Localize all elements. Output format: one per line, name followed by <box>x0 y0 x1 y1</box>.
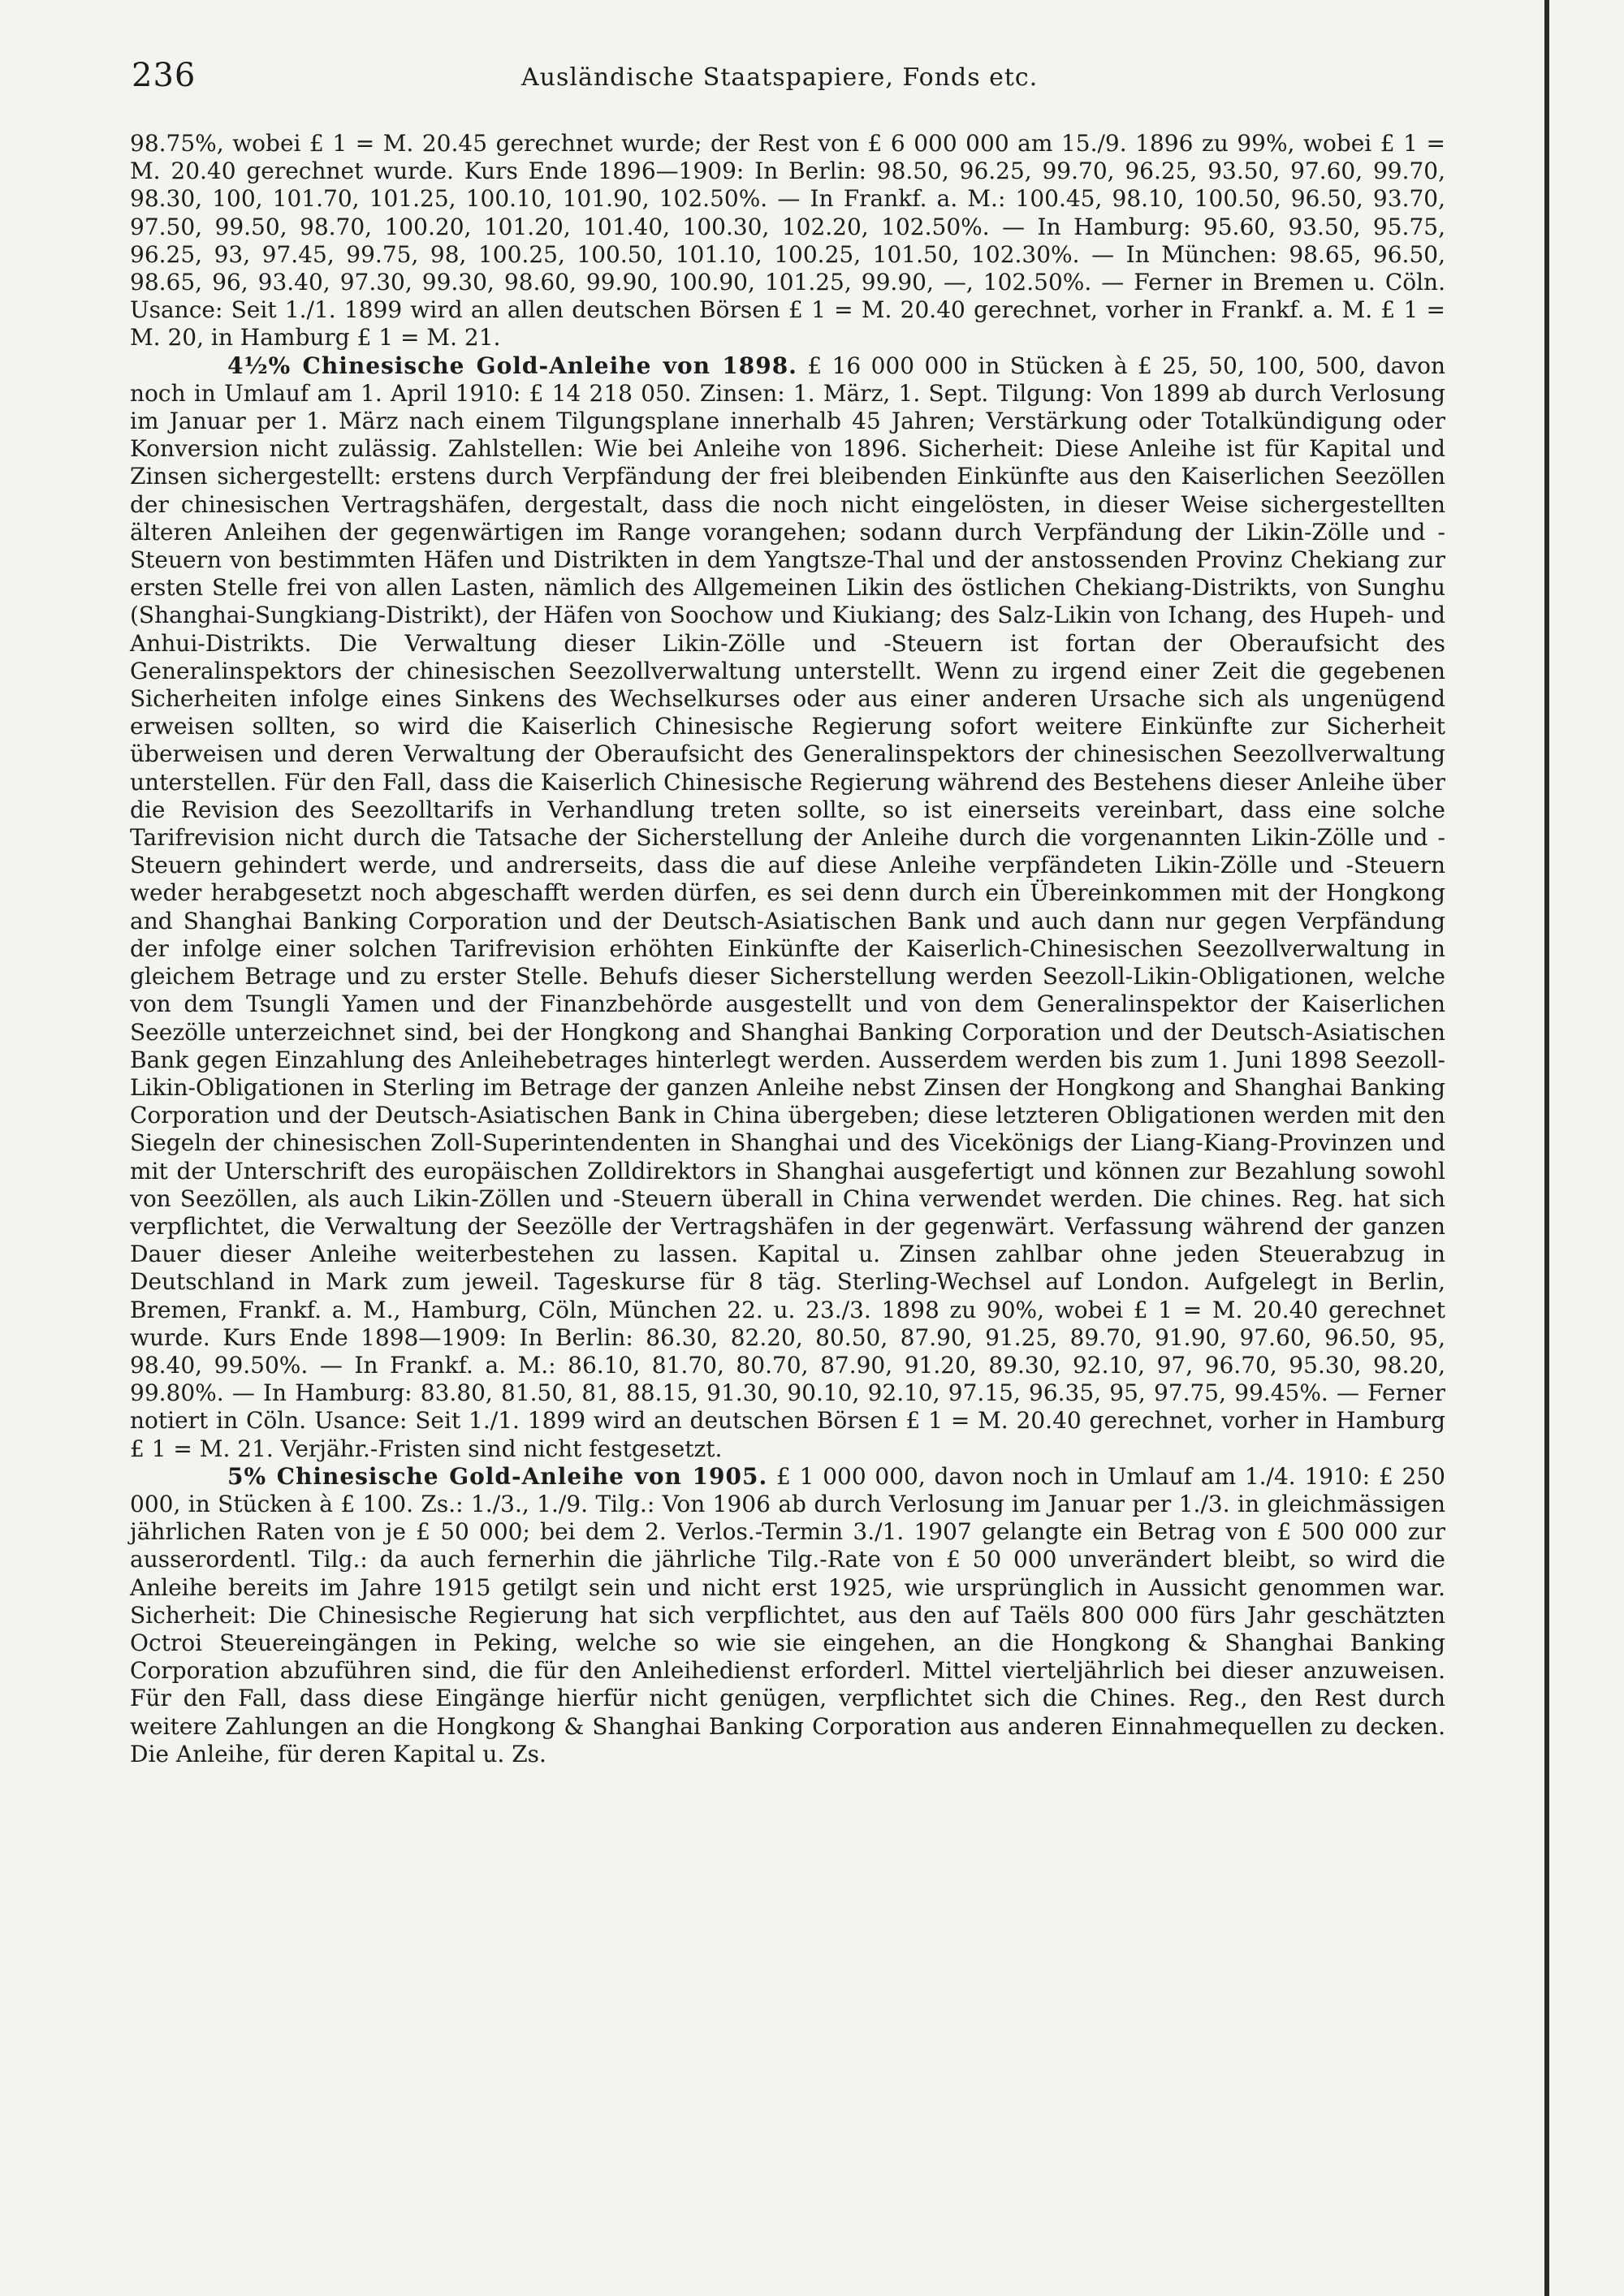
section-heading-loan-1905: 5% Chinesische Gold-Anleihe von 1905. <box>227 1462 768 1490</box>
page-body <box>130 130 1445 1768</box>
paragraph-text: £ 16 000 000 in Stücken à £ 25, 50, 100, 500, davon noch in Umlauf am 1. April 1910: £ 14 218 050. Zinsen: 1. März, 1. Sept. Tilgung: Von 1899 ab durch Verlosung im Januar per 1. März nach einem Tilgungsplane innerhalb 45 Jahren; Verstärkung oder Totalkündigung oder Konversion nicht zulässig. Zahlstellen: Wie bei Anleihe von 1896. Sicherheit: Diese Anleihe ist für Kapital und Zinsen sichergestellt: erstens durch Verpfändung der frei bleibenden Einkünfte aus den Kaiserlichen Seezöllen der chinesischen Vertragshäfen, dergestalt, dass die noch nicht eingelösten, in dieser Weise sichergestellten älteren Anleihen der gegenwärtigen im Range vorangehen; sodann durch Verpfändung der Likin-Zölle und -Steuern von bestimmten Häfen und Distrikten in dem Yangtsze-Thal und der anstossenden Provinz Chekiang zur ersten Stelle frei von allen Lasten, nämlich des Allgemeinen Likin des östlichen Chekiang-Distrikts, von Sunghu (Shanghai-Sungkiang-Distrikt), der Häfen von Soochow und Kiukiang; des Salz-Likin von Ichang, des Hupeh- und Anhui-Distrikts. Die Verwaltung dieser Likin-Zölle und -Steuern ist fortan der Oberaufsicht des Generalinspektors der chinesischen Seezollverwaltung unterstellt. Wenn zu irgend einer Zeit die gegebenen Sicherheiten infolge eines Sinkens des Wechselkurses oder aus einer anderen Ursache sich als ungenügend erweisen sollten, so wird die Kaiserlich Chinesische Regierung sofort weitere Einkünfte zur Sicherheit überweisen und deren Verwaltung der Oberaufsicht des Generalinspektors der chinesischen Seezollverwaltung unterstellen. Für den Fall, dass die Kaiserlich Chinesische Regierung während des Bestehens dieser Anleihe über die Revision des Seezolltarifs in Verhandlung treten sollte, so ist einerseits vereinbart, dass eine solche Tarifrevision nicht durch die Tatsache der Sicherstellung der Anleihe durch die vorgenannten Likin-Zölle und -Steuern gehindert werde, und andrerseits, dass die auf diese Anleihe verpfändeten Likin-Zölle und -Steuern weder herabgesetzt noch abgeschafft werden dürfen, es sei denn durch ein Übereinkommen mit der Hongkong and Shanghai Banking Corporation und der Deutsch-Asiatischen Bank und auch dann nur gegen Verpfändung der infolge einer solchen Tarifrevision erhöhten Einkünfte der Kaiserlich-Chinesischen Seezollverwaltung in gleichem Betrage und zu erster Stelle. Behufs dieser Sicherstellung werden Seezoll-Likin-Obligationen, welche von dem Tsungli Yamen und der Finanzbehörde ausgestellt und von dem Generalinspektor der Kaiserlichen Seezölle unterzeichnet sind, bei der Hongkong and Shanghai Banking Corporation und der Deutsch-Asiatischen Bank gegen Einzahlung des Anleihebetrages hinterlegt werden. Ausserdem werden bis zum 1. Juni 1898 Seezoll-Likin-Obligationen in Sterling im Betrage der ganzen Anleihe nebst Zinsen der Hongkong and Shanghai Banking Corporation und der Deutsch-Asiatischen Bank in China übergeben; diese letzteren Obligationen werden mit den Siegeln der chinesischen Zoll-Superintendenten in Shanghai und des Vicekönigs der Liang-Kiang-Provinzen und mit der Unterschrift des europäischen Zolldirektors in Shanghai ausgefertigt und können zur Bezahlung sowohl von Seezöllen, als auch Likin-Zöllen und -Steuern überall in China verwendet werden. Die chines. Reg. hat sich verpflichtet, die Verwaltung der Seezölle der Vertragshäfen in der gegenwärt. Verfassung während der ganzen Dauer dieser Anleihe weiterbestehen zu lassen. Kapital u. Zinsen zahlbar ohne jeden Steuerabzug in Deutschland in Mark zum jeweil. Tageskurse für 8 täg. Sterling-Wechsel auf London. Aufgelegt in Berlin, Bremen, Frankf. a. M., Hamburg, Cöln, München 22. u. 23./3. 1898 zu 90%, wobei £ 1 = M. 20.40 gerechnet wurde. Kurs Ende 1898—1909: In Berlin: 86.30, 82.20, 80.50, 87.90, 91.25, 89.70, 91.90, 97.60, 96.50, 95, 98.40, 99.50%. — In Frankf. a. M.: 86.10, 81.70, 80.70, 87.90, 91.20, 89.30, 92.10, 97, 96.70, 95.30, 98.20, 99.80%. — In Hamburg: 83.80, 81.50, 81, 88.15, 91.30, 90.10, 92.10, 97.15, 96.35, 95, 97.75, 99.45%. — Ferner notiert in Cöln. Usance: Seit 1./1. 1899 wird an deutschen Börsen £ 1 = M. 20.40 gerechnet, vorher in Hamburg £ 1 = M. 21. Verjähr.-Fristen sind nicht festgesetzt. <box>130 352 1445 1462</box>
paragraph-loan-1898 <box>130 352 1445 1463</box>
page-header <box>132 57 1463 106</box>
paragraph-text: £ 1 000 000, davon noch in Umlauf am 1./4. 1910: £ 250 000, in Stücken à £ 100. Zs.: 1./3., 1./9. Tilg.: Von 1906 ab durch Verlosung im Januar per 1./3. in gleichmässigen jährlichen Raten von je £ 50 000; bei dem 2. Verlos.-Termin 3./1. 1907 gelangte ein Betrag von £ 500 000 zur ausserordentl. Tilg.: da auch fernerhin die jährliche Tilg.-Rate von £ 50 000 unverändert bleibt, so wird die Anleihe bereits im Jahre 1915 getilgt sein und nicht erst 1925, wie ursprünglich in Aussicht genommen war. Sicherheit: Die Chinesische Regierung hat sich verpflichtet, aus den auf Taëls 800 000 fürs Jahr geschätzten Octroi Steuereingängen in Peking, welche so wie sie eingehen, an die Hongkong & Shanghai Banking Corporation abzuführen sind, die für den Anleihedienst erforderl. Mittel vierteljährlich bei dieser anzuweisen. Für den Fall, dass diese Eingänge hierfür nicht genügen, verpflichtet sich die Chines. Reg., den Rest durch weitere Zahlungen an die Hongkong & Shanghai Banking Corporation aus anderen Einnahmequellen zu decken. Die Anleihe, für deren Kapital u. Zs. <box>130 1462 1446 1767</box>
paragraph-loan-1896-continued <box>130 130 1445 352</box>
paragraph-text: 98.75%, wobei £ 1 = M. 20.45 gerechnet wurde; der Rest von £ 6 000 000 am 15./9. 1896 zu 99%, wobei £ 1 = M. 20.40 gerechnet wurde. Kurs Ende 1896—1909: In Berlin: 98.50, 96.25, 99.70, 96.25, 93.50, 97.60, 99.70, 98.30, 100, 101.70, 101.25, 100.10, 101.90, 102.50%. — In Frankf. a. M.: 100.45, 98.10, 100.50, 96.50, 93.70, 97.50, 99.50, 98.70, 100.20, 101.20, 101.40, 100.30, 102.20, 102.50%. — In Hamburg: 95.60, 93.50, 95.75, 96.25, 93, 97.45, 99.75, 98, 100.25, 100.50, 101.10, 100.25, 101.50, 102.30%. — In München: 98.65, 96.50, 98.65, 96, 93.40, 97.30, 99.30, 98.60, 99.90, 100.90, 101.25, 99.90, —, 102.50%. — Ferner in Bremen u. Cöln. Usance: Seit 1./1. 1899 wird an allen deutschen Börsen £ 1 = M. 20.40 gerechnet, vorher in Frankf. a. M. £ 1 = M. 20, in Hamburg £ 1 = M. 21. <box>130 130 1445 352</box>
page-number: 236 <box>132 57 197 94</box>
section-heading-loan-1898: 4½% Chinesische Gold-Anleihe von 1898. <box>227 352 797 379</box>
running-title: Ausländische Staatspapiere, Fonds etc. <box>521 63 1039 92</box>
page-edge-line <box>1544 0 1549 2296</box>
paragraph-loan-1905 <box>130 1463 1445 1768</box>
